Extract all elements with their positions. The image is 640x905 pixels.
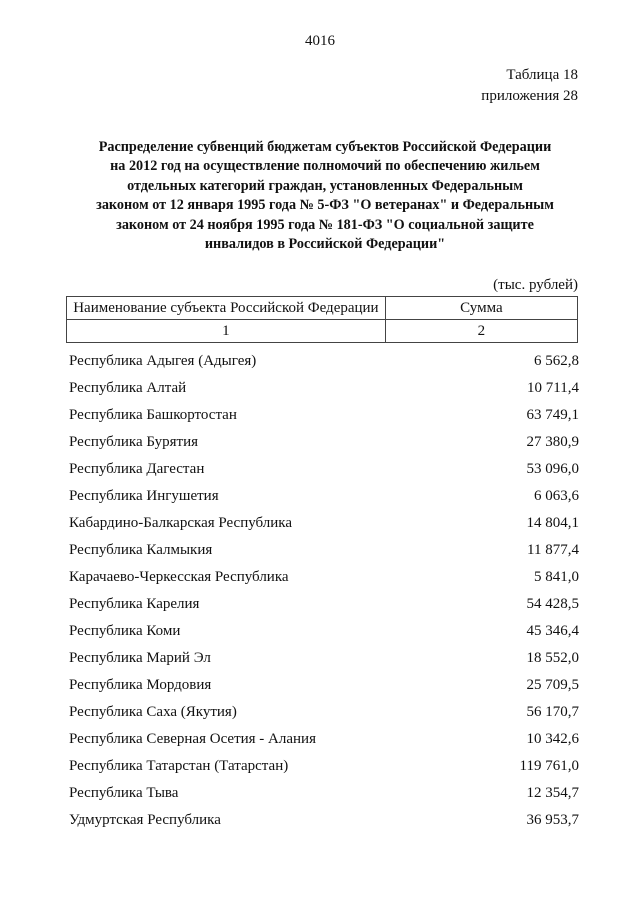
table-row xyxy=(69,701,579,728)
title-line: Распределение субвенций бюджетам субъектов Российской Федерации xyxy=(98,139,552,155)
subject-name: Республика Коми xyxy=(69,623,181,639)
title-line: инвалидов в Российской Федерации" xyxy=(204,236,446,253)
table-row xyxy=(69,593,579,620)
column-number-1: 1 xyxy=(67,320,386,343)
subject-name: Республика Адыгея (Адыгея) xyxy=(69,353,257,369)
title-line: на 2012 год на осуществление полномочий по обеспечению жильем xyxy=(110,158,540,175)
subject-name: Республика Калмыкия xyxy=(69,542,213,558)
document-title xyxy=(60,138,590,254)
table-row xyxy=(69,431,579,458)
subject-name: Республика Татарстан (Татарстан) xyxy=(69,758,289,774)
title-line: отдельных категорий граждан, установленных Федеральным xyxy=(127,177,523,194)
subject-name: Удмуртская Республика xyxy=(69,812,221,828)
subject-name: Республика Башкортостан xyxy=(69,407,237,423)
subject-amount: 5 841,0 xyxy=(534,569,579,585)
subject-amount: 54 428,5 xyxy=(526,596,579,612)
subject-amount: 6 562,8 xyxy=(534,353,579,369)
subject-name: Республика Северная Осетия - Алания xyxy=(69,731,316,747)
subject-name: Республика Карелия xyxy=(69,596,200,612)
subject-amount: 27 380,9 xyxy=(526,434,579,450)
header-subject-name: Наименование субъекта Российской Федерации xyxy=(67,297,386,320)
subject-amount: 11 877,4 xyxy=(527,542,579,558)
table-row xyxy=(69,512,579,539)
table-row xyxy=(69,674,579,701)
subject-amount: 12 354,7 xyxy=(526,785,579,801)
subject-amount: 53 096,0 xyxy=(526,461,579,477)
subject-amount: 10 342,6 xyxy=(526,731,579,747)
subject-name: Карачаево-Черкесская Республика xyxy=(69,569,289,585)
table-row xyxy=(69,728,579,755)
units-label: (тыс. рублей) xyxy=(493,277,578,293)
table-row xyxy=(69,620,579,647)
table-row xyxy=(69,458,579,485)
subject-amount: 36 953,7 xyxy=(526,812,579,828)
table-row xyxy=(69,809,579,836)
subject-amount: 56 170,7 xyxy=(526,704,579,720)
column-number-2: 2 xyxy=(385,320,577,343)
title-line: законом от 24 ноября 1995 года № 181-ФЗ "О социальной защите xyxy=(116,216,534,233)
subject-name: Республика Тыва xyxy=(69,785,179,801)
table-header xyxy=(66,296,578,343)
subject-name: Республика Ингушетия xyxy=(69,488,219,504)
subject-name: Республика Саха (Якутия) xyxy=(69,704,237,720)
subject-name: Республика Дагестан xyxy=(69,461,205,477)
table-row xyxy=(69,539,579,566)
subject-amount: 63 749,1 xyxy=(526,407,579,423)
page-number: 4016 xyxy=(305,33,335,49)
table-reference-line-2: приложения 28 xyxy=(481,88,578,104)
subject-amount: 119 761,0 xyxy=(519,758,579,774)
table-row xyxy=(69,755,579,782)
subject-amount: 6 063,6 xyxy=(534,488,579,504)
table-row xyxy=(69,404,579,431)
subject-amount: 45 346,4 xyxy=(526,623,579,639)
subject-name: Республика Мордовия xyxy=(69,677,212,693)
header-amount: Сумма xyxy=(385,297,577,320)
column-number-row xyxy=(67,320,578,343)
subject-amount: 10 711,4 xyxy=(527,380,579,396)
table-row xyxy=(69,350,579,377)
table-row xyxy=(69,485,579,512)
table-row xyxy=(69,647,579,674)
header-row xyxy=(67,297,578,320)
table-row xyxy=(69,566,579,593)
subject-amount: 25 709,5 xyxy=(526,677,579,693)
table-reference xyxy=(481,65,578,107)
table-row xyxy=(69,782,579,809)
subject-amount: 14 804,1 xyxy=(526,515,579,531)
subject-name: Кабардино-Балкарская Республика xyxy=(69,515,293,531)
table-body xyxy=(69,350,579,836)
subject-name: Республика Бурятия xyxy=(69,434,199,450)
title-line: законом от 12 января 1995 года № 5-ФЗ "О ветеранах" и Федеральным xyxy=(96,197,554,214)
subject-name: Республика Марий Эл xyxy=(69,650,211,666)
subject-name: Республика Алтай xyxy=(69,380,187,396)
subject-amount: 18 552,0 xyxy=(526,650,579,666)
table-row xyxy=(69,377,579,404)
table-reference-line-1: Таблица 18 xyxy=(506,67,578,83)
